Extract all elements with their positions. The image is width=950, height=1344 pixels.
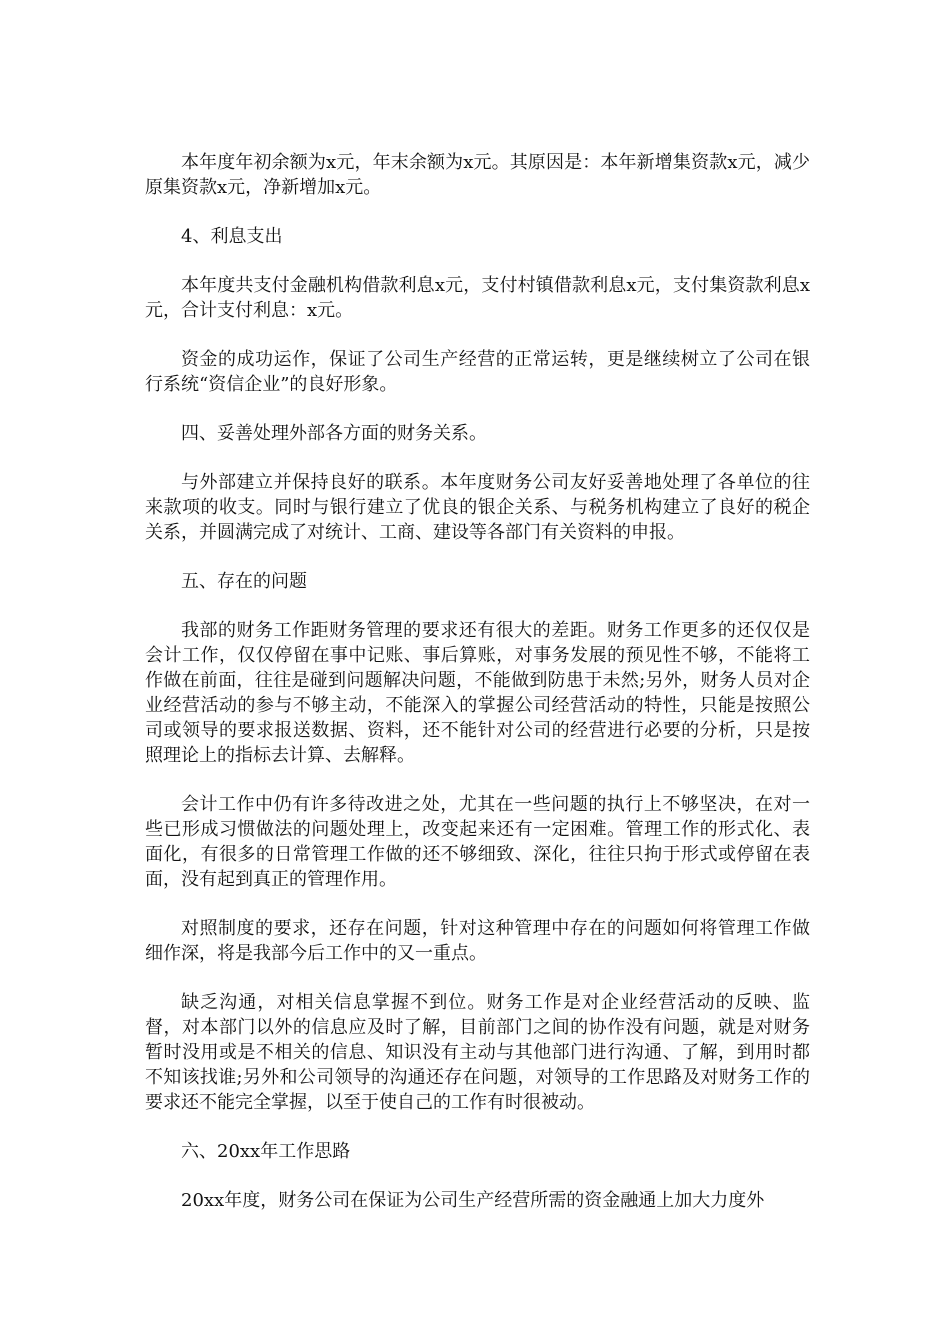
document-body (145, 150, 810, 1237)
paragraph-external-relations: 与外部建立并保持良好的联系。本年度财务公司友好妥善地处理了各单位的往来款项的收支。同时与银行建立了优良的银企关系、与税务机构建立了良好的税企关系，并圆满完成了对统计、工商、建设等各部门有关资料的申报。 (145, 472, 810, 543)
paragraph-problems-communication: 缺乏沟通，对相关信息掌握不到位。财务工作是对企业经营活动的反映、监督，对本部门以外的信息应及时了解，目前部门之间的协作没有问题，就是对财务暂时没用或是不相关的信息、知识没有主动与其他部门进行沟通、了解，到用时都不知该找谁;另外和公司领导的沟通还存在问题，对领导的工作思路及对财务工作的要求还不能完全掌握，以至于使自己的工作有时很被动。 (145, 992, 810, 1113)
paragraph-problems-system: 对照制度的要求，还存在问题，针对这种管理中存在的问题如何将管理工作做细作深，将是我部今后工作中的又一重点。 (145, 918, 810, 964)
paragraph-fund-balance: 本年度年初余额为x元，年末余额为x元。其原因是：本年新增集资款x元，减少原集资款x元，净新增加x元。 (145, 152, 810, 198)
paragraph-problems-gap: 我部的财务工作距财务管理的要求还有很大的差距。财务工作更多的还仅仅是会计工作，仅仅停留在事中记账、事后算账，对事务发展的预见性不够，不能将工作做在前面，往往是碰到问题解决问题，不能做到防患于未然;另外，财务人员对企业经营活动的参与不够主动，不能深入的掌握公司经营活动的特性，只能是按照公司或领导的要求报送数据、资料，还不能针对公司的经营进行必要的分析，只是按照理论上的指标去计算、去解释。 (145, 620, 810, 766)
section-heading-interest: 4、利息支出 (181, 226, 283, 247)
paragraph-work-plan: 20xx年度，财务公司在保证为公司生产经营所需的资金融通上加大力度外 (181, 1190, 765, 1211)
section-heading-problems: 五、存在的问题 (181, 571, 307, 592)
paragraph-problems-accounting: 会计工作中仍有许多待改进之处，尤其在一些问题的执行上不够坚决，在对一些已形成习惯做法的问题处理上，改变起来还有一定困难。管理工作的形式化、表面化，有很多的日常管理工作做的还不够细致、深化，往往只拘于形式或停留在表面，没有起到真正的管理作用。 (145, 794, 810, 890)
section-heading-work-plan: 六、20xx年工作思路 (181, 1141, 351, 1162)
paragraph-fund-operation: 资金的成功运作，保证了公司生产经营的正常运转，更是继续树立了公司在银行系统“资信企业”的良好形象。 (145, 349, 810, 395)
section-heading-external-relations: 四、妥善处理外部各方面的财务关系。 (181, 423, 487, 444)
paragraph-interest-paid: 本年度共支付金融机构借款利息x元，支付村镇借款利息x元，支付集资款利息x元，合计支付利息：x元。 (145, 275, 810, 321)
